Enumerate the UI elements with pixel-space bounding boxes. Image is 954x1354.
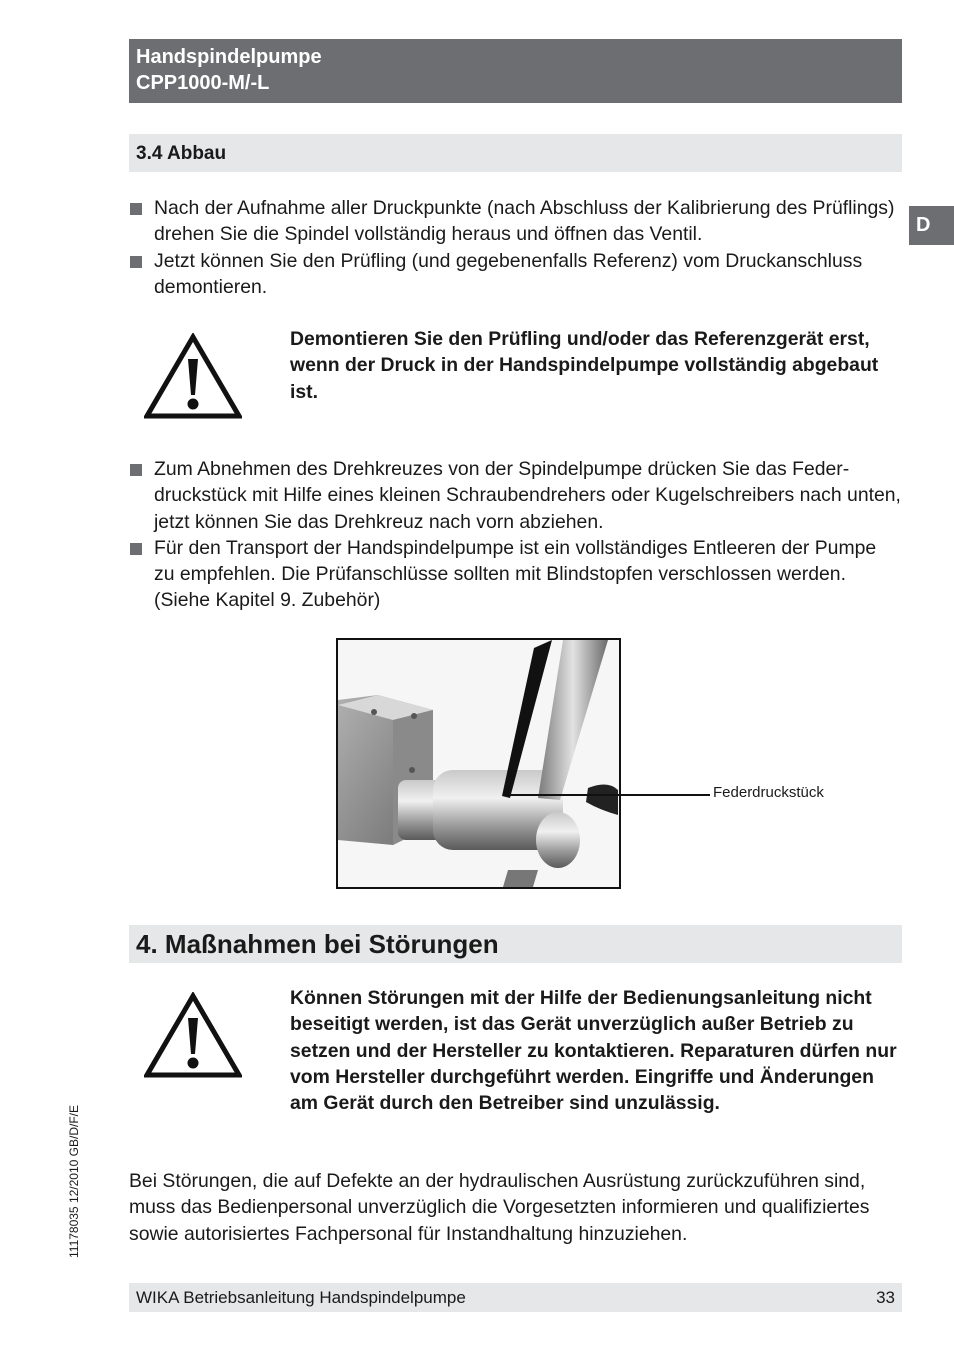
warning-text: Können Störungen mit der Hilfe der Bedienungsanleitung nicht beseitigt werden, ist das Gerät unverzüglich außer Betrieb zu setzen und der Hersteller zu kontaktieren. Reparaturen dürfen nur vom Hersteller durchgeführt werden. Eingriffe und Änderungen am Gerät durch den Betreiber sind unzulässig. (290, 987, 897, 1115)
list-item-text: Zum Abnehmen des Drehkreuzes von der Spindelpumpe drücken Sie das Federdruckstück mit Hilfe eines kleinen Schraubendrehers oder Kugelschreibers nach unten, jetzt können Sie das Drehkreuz nach vorn abziehen. (154, 458, 901, 533)
warning-triangle-icon (144, 992, 242, 1078)
bullet-square-icon (130, 256, 142, 268)
chapter-heading (129, 925, 902, 963)
language-tab: D (909, 206, 954, 245)
warning-text: Demontieren Sie den Prüfling und/oder das Referenzgerät erst, wenn der Druck in der Handspindelpumpe vollständig abgebaut ist. (290, 328, 879, 403)
footer-title: WIKA Betriebsanleitung Handspindelpumpe (136, 1288, 466, 1307)
section-heading (129, 134, 902, 172)
bullet-list-middle (129, 456, 902, 614)
warning-triangle-icon (144, 333, 242, 419)
pump-photo (336, 638, 621, 889)
bullet-square-icon (130, 464, 142, 476)
header-model: CPP1000-M/-L (136, 72, 270, 94)
chapter-title: 4. Maßnahmen bei Störungen (136, 929, 499, 959)
list-item (129, 195, 902, 248)
list-item-text: Jetzt können Sie den Prüfling (und gegebenenfalls Referenz) vom Druckanschluss demontieren. (154, 249, 863, 298)
header-product-name: Handspindelpumpe (136, 46, 322, 68)
list-item-text: Nach der Aufnahme aller Druckpunkte (nach Abschluss der Kalibrierung des Prüflings) drehen Sie die Spindel vollständig heraus und öffnen das Ventil. (154, 197, 895, 246)
pump-illustration (338, 640, 619, 887)
section-title: 3.4 Abbau (136, 143, 227, 164)
list-item (129, 535, 902, 614)
document-code: 11178035 12/2010 GB/D/F/E (67, 1105, 81, 1258)
bullet-square-icon (130, 203, 142, 215)
bullet-list-top (129, 195, 902, 300)
bullet-square-icon (130, 543, 142, 555)
list-item (129, 456, 902, 535)
document-header (129, 39, 902, 103)
list-item-text: Für den Transport der Handspindelpumpe ist ein vollständiges Entleeren der Pumpe zu empfehlen. Die Prüfanschlüsse sollten mit Blindstopfen verschlossen werden. (Siehe Kapitel 9. Zubehör) (154, 536, 877, 612)
callout-label: Federdruckstück (713, 784, 824, 801)
page-number: 33 (876, 1288, 895, 1307)
page-footer (129, 1283, 902, 1312)
callout-line (510, 794, 710, 796)
body-paragraph: Bei Störungen, die auf Defekte an der hydraulischen Ausrüstung zurückzuführen sind, muss das Bedienpersonal unverzüglich die Vorgesetzten informieren und qualifiziertes sowie autorisiertes Fachpersonal für Instandhaltung hinzuziehen. (129, 1170, 870, 1245)
list-item (129, 248, 902, 301)
